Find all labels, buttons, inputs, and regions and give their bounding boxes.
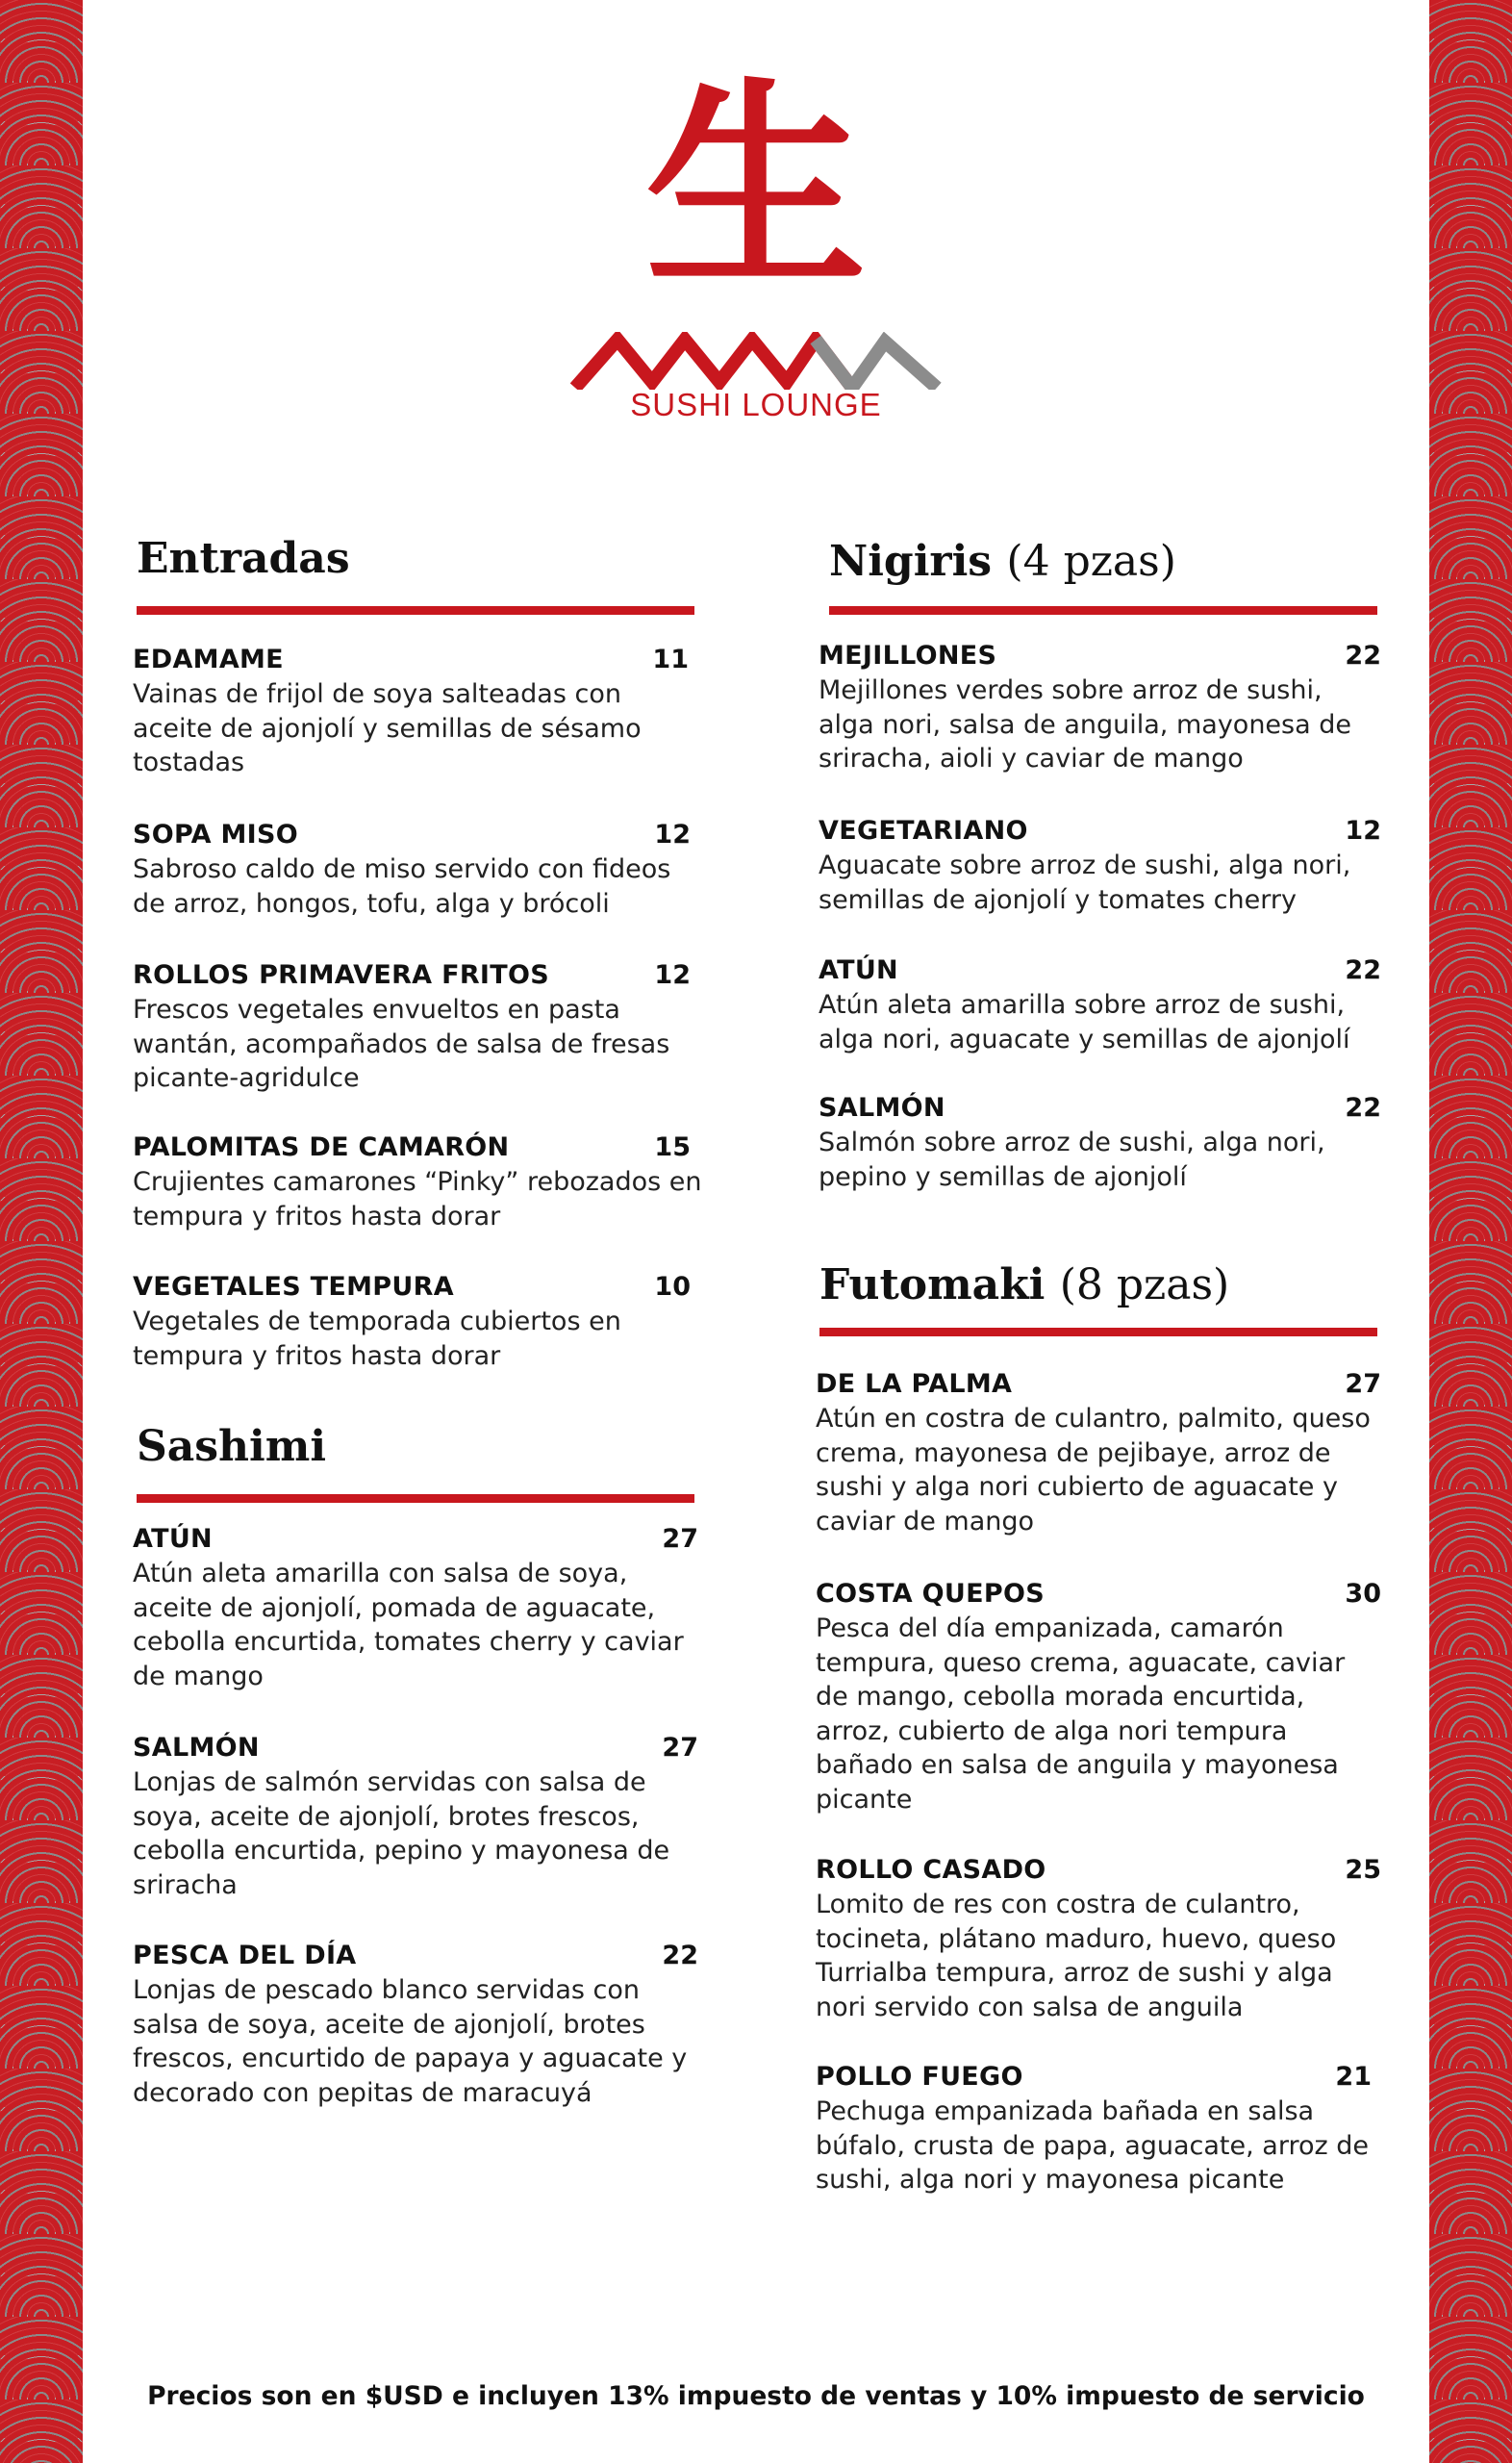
item-price: 25 [1345, 1855, 1381, 1885]
item-name: DE LA PALMA [816, 1369, 1013, 1399]
sashimi-title-text: Sashimi [137, 1422, 327, 1471]
menu-item [133, 1522, 702, 1693]
menu-item [819, 1091, 1381, 1194]
futomaki-divider [819, 1328, 1377, 1336]
item-price: 15 [654, 1132, 691, 1162]
left-seigaiha-border [0, 0, 83, 2463]
entradas-divider [137, 606, 694, 615]
item-name: EDAMAME [133, 645, 284, 674]
item-price: 22 [662, 1941, 698, 1970]
nigiris-title-text: Nigiris [829, 537, 993, 586]
menu-item [133, 1270, 702, 1373]
item-description: Atún aleta amarilla sobre arroz de sushi, alga nori, aguacate y semillas de ajonjolí [819, 990, 1350, 1054]
right-column [816, 0, 1381, 2463]
item-name: PESCA DEL DÍA [133, 1941, 357, 1970]
menu-item [816, 2060, 1381, 2197]
section-title-sashimi [137, 1422, 326, 1471]
right-seigaiha-border [1429, 0, 1512, 2463]
menu-item [133, 818, 702, 921]
item-description: Salmón sobre arroz de sushi, alga nori, pepino y semillas de ajonjolí [819, 1128, 1325, 1192]
item-price: 27 [662, 1524, 698, 1554]
futomaki-title-text: Futomaki [819, 1260, 1046, 1309]
item-price: 12 [654, 820, 691, 850]
item-description: Pesca del día empanizada, camarón tempura, queso crema, aguacate, caviar de mango, cebolla morada encurtida, arroz, cubierto de alga nori tempura bañado en salsa de anguila y mayonesa picante [816, 1613, 1346, 1815]
item-description: Lonjas de salmón servidas con salsa de soya, aceite de ajonjolí, brotes frescos, cebolla encurtida, pepino y mayonesa de sriracha [133, 1767, 670, 1900]
menu-item [819, 639, 1381, 776]
section-title-nigiris [829, 537, 1176, 586]
item-price: 30 [1345, 1579, 1381, 1609]
logo-subtitle: SUSHI LOUNGE [630, 387, 882, 422]
item-price: 22 [1345, 641, 1381, 671]
left-column [133, 0, 702, 2463]
item-name: COSTA QUEPOS [816, 1579, 1045, 1609]
item-name: VEGETALES TEMPURA [133, 1272, 454, 1302]
item-description: Vegetales de temporada cubiertos en tempura y fritos hasta dorar [133, 1307, 621, 1371]
item-description: Frescos vegetales envueltos en pasta wantán, acompañados de salsa de fresas picante-agridulce [133, 995, 670, 1093]
menu-item [133, 1731, 702, 1902]
menu-item [816, 1367, 1381, 1538]
item-description: Vainas de frijol de soya salteadas con aceite de ajonjolí y semillas de sésamo tostadas [133, 679, 642, 777]
item-name: ROLLOS PRIMAVERA FRITOS [133, 960, 549, 990]
menu-item [133, 643, 702, 780]
menu-item [819, 814, 1381, 917]
section-title-futomaki [819, 1260, 1229, 1309]
item-name: SALMÓN [819, 1093, 945, 1123]
item-name: MEJILLONES [819, 641, 997, 671]
item-price: 27 [662, 1733, 698, 1763]
price-footnote: Precios son en $USD e incluyen 13% impuesto de ventas y 10% impuesto de servicio [147, 2381, 1365, 2411]
item-description: Sabroso caldo de miso servido con fideos de arroz, hongos, tofu, alga y brócoli [133, 854, 671, 919]
menu-item [816, 1577, 1381, 1816]
item-description: Aguacate sobre arroz de sushi, alga nori, semillas de ajonjolí y tomates cherry [819, 851, 1351, 915]
item-name: ATÚN [133, 1524, 213, 1554]
item-name: ATÚN [819, 955, 898, 985]
sashimi-divider [137, 1494, 694, 1503]
section-title-entradas [137, 534, 350, 583]
menu-item [133, 958, 702, 1096]
logo-kanji: 生 [644, 58, 867, 317]
item-description: Atún en costra de culantro, palmito, queso crema, mayonesa de pejibaye, arroz de sushi y alga nori cubierto de aguacate y caviar de mango [816, 1404, 1371, 1536]
item-name: ROLLO CASADO [816, 1855, 1046, 1885]
item-price: 22 [1345, 1093, 1381, 1123]
item-price: 21 [1335, 2062, 1372, 2092]
menu-item [819, 953, 1381, 1056]
futomaki-subtitle-text: (8 pzas) [1059, 1260, 1230, 1309]
menu-item [816, 1853, 1381, 2024]
item-price: 22 [1345, 955, 1381, 985]
item-name: POLLO FUEGO [816, 2062, 1023, 2092]
item-name: SOPA MISO [133, 820, 299, 850]
item-name: VEGETARIANO [819, 816, 1028, 846]
item-description: Lomito de res con costra de culantro, tocineta, plátano maduro, huevo, queso Turrialba tempura, arroz de sushi y alga nori servido con salsa de anguila [816, 1890, 1337, 2022]
item-description: Atún aleta amarilla con salsa de soya, aceite de ajonjolí, pomada de aguacate, cebolla encurtida, tomates cherry y caviar de mango [133, 1559, 684, 1691]
item-price: 11 [652, 645, 689, 674]
item-price: 12 [654, 960, 691, 990]
item-description: Pechuga empanizada bañada en salsa búfalo, crusta de papa, aguacate, arroz de sushi, alga nori y mayonesa picante [816, 2096, 1369, 2195]
item-name: PALOMITAS DE CAMARÓN [133, 1132, 510, 1162]
menu-item [133, 1130, 702, 1233]
item-price: 12 [1345, 816, 1381, 846]
item-description: Mejillones verdes sobre arroz de sushi, alga nori, salsa de anguila, mayonesa de sriracha, aioli y caviar de mango [819, 675, 1351, 774]
menu-item [133, 1939, 702, 2110]
item-name: SALMÓN [133, 1733, 260, 1763]
item-price: 27 [1345, 1369, 1381, 1399]
item-description: Crujientes camarones “Pinky” rebozados en tempura y fritos hasta dorar [133, 1167, 702, 1232]
entradas-title-text: Entradas [137, 534, 350, 583]
item-description: Lonjas de pescado blanco servidas con salsa de soya, aceite de ajonjolí, brotes frescos, encurtido de papaya y aguacate y decorado con pepitas de maracuyá [133, 1975, 688, 2108]
item-price: 10 [654, 1272, 691, 1302]
nigiris-subtitle-text: (4 pzas) [1006, 537, 1176, 586]
nigiris-divider [829, 606, 1377, 615]
